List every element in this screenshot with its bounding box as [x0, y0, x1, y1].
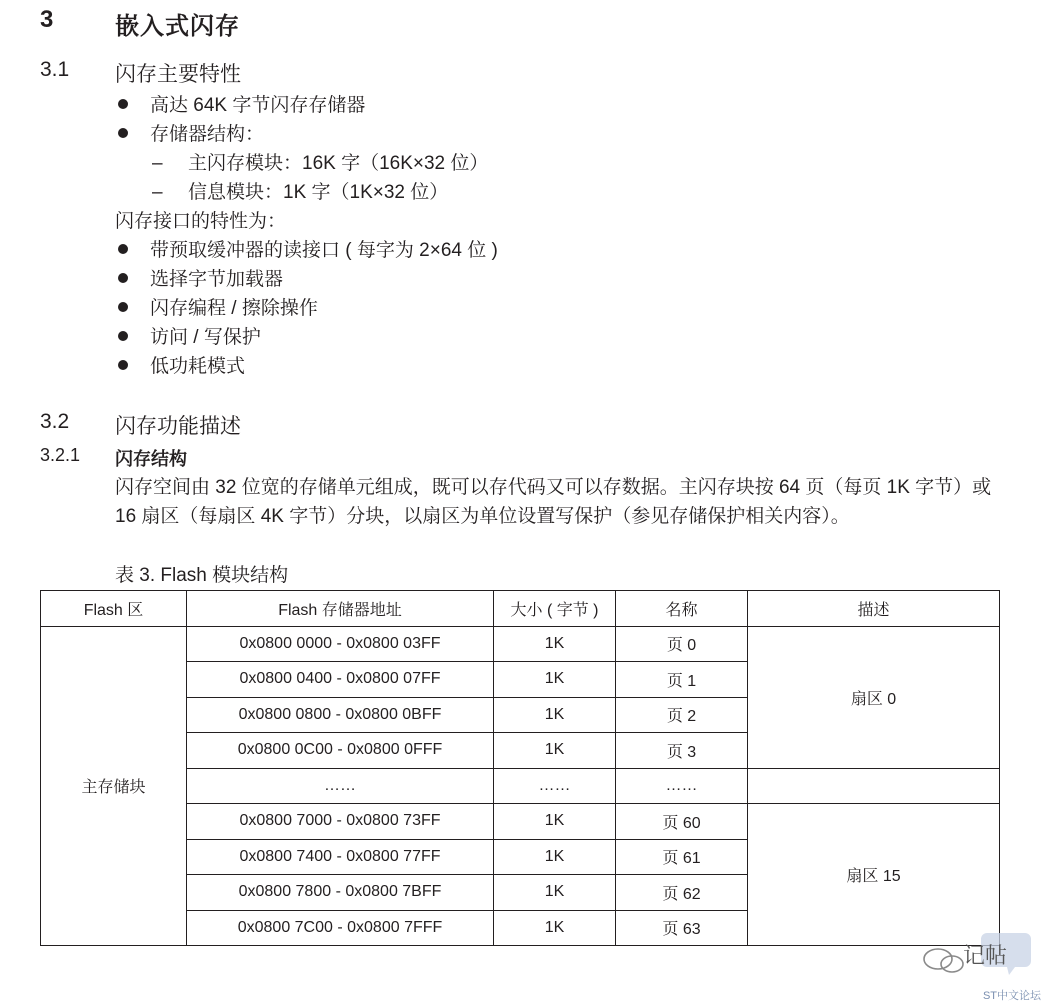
address-cell: …… — [187, 768, 494, 804]
structure-item: – 信息模块：1K 字（1K×32 位） — [152, 182, 449, 203]
address-cell: 0x0800 7C00 - 0x0800 7FFF — [187, 910, 494, 946]
page-name-cell: 页 62 — [616, 875, 748, 911]
interface-intro: 闪存接口的特性为： — [115, 211, 287, 232]
address-cell: 0x0800 0000 - 0x0800 03FF — [187, 626, 494, 662]
address-cell: 0x0800 7800 - 0x0800 7BFF — [187, 875, 494, 911]
subsubsection-number: 3.2.1 — [40, 445, 81, 465]
table-caption: 表 3. Flash 模块结构 — [115, 565, 289, 586]
subsection-title: 闪存功能描述 — [115, 415, 241, 438]
watermark-subtext: ST中文论坛 — [982, 990, 1041, 1002]
interface-bullet: 带预取缓冲器的读接口 ( 每字为 2×64 位 ) — [118, 235, 498, 262]
size-cell: 1K — [494, 662, 616, 698]
page-name-cell: 页 61 — [616, 839, 748, 875]
size-cell: 1K — [494, 875, 616, 911]
page-name-cell: 页 63 — [616, 910, 748, 946]
address-cell: 0x0800 7400 - 0x0800 77FF — [187, 839, 494, 875]
header-cell: 描述 — [748, 591, 1000, 627]
page-name-cell: 页 0 — [616, 626, 748, 662]
region-cell: 主存储块 — [41, 626, 187, 946]
flash-structure-paragraph: 闪存空间由 32 位宽的存储单元组成，既可以存代码又可以存数据。主闪存块按 64 页（每页 1K 字节）或 16 扇区（每扇区 4K 字节）分块，以扇区为单位设置写保护（参见存储保护相关内容）。 — [115, 477, 992, 527]
subsection-title: 闪存主要特性 — [115, 63, 241, 86]
subsubsection-title: 闪存结构 — [115, 449, 187, 469]
header-cell: 名称 — [616, 591, 748, 627]
feature-bullet: 高达 64K 字节闪存存储器 — [118, 90, 365, 117]
size-cell: 1K — [494, 733, 616, 769]
size-cell: …… — [494, 768, 616, 804]
table-row — [41, 626, 1000, 662]
address-cell: 0x0800 0C00 - 0x0800 0FFF — [187, 733, 494, 769]
header-cell: Flash 存储器地址 — [187, 591, 494, 627]
section-number: 3 — [40, 6, 54, 33]
interface-bullet: 闪存编程 / 擦除操作 — [118, 293, 318, 320]
sector-cell-empty — [748, 768, 1000, 804]
page-name-cell: 页 1 — [616, 662, 748, 698]
address-cell: 0x0800 0800 - 0x0800 0BFF — [187, 697, 494, 733]
sector-cell: 扇区 0 — [748, 626, 1000, 768]
header-cell: Flash 区 — [41, 591, 187, 627]
table-header-row — [41, 591, 1000, 627]
header-cell: 大小 ( 字节 ) — [494, 591, 616, 627]
page-name-cell: …… — [616, 768, 748, 804]
feature-bullet: 存储器结构： — [118, 119, 264, 146]
interface-bullet: 访问 / 写保护 — [118, 322, 261, 349]
size-cell: 1K — [494, 697, 616, 733]
size-cell: 1K — [494, 804, 616, 840]
page-name-cell: 页 3 — [616, 733, 748, 769]
address-cell: 0x0800 0400 - 0x0800 07FF — [187, 662, 494, 698]
flash-module-table — [40, 590, 1000, 946]
subsection-number: 3.2 — [40, 410, 70, 433]
section-title: 嵌入式闪存 — [115, 13, 240, 40]
watermark-text: 记帖 — [963, 943, 1008, 968]
size-cell: 1K — [494, 910, 616, 946]
size-cell: 1K — [494, 626, 616, 662]
structure-item: – 主闪存模块：16K 字（16K×32 位） — [152, 153, 489, 174]
subsection-number: 3.1 — [40, 58, 70, 81]
interface-bullet: 选择字节加载器 — [118, 264, 283, 291]
page-name-cell: 页 60 — [616, 804, 748, 840]
address-cell: 0x0800 7000 - 0x0800 73FF — [187, 804, 494, 840]
sector-cell: 扇区 15 — [748, 804, 1000, 946]
interface-bullet: 低功耗模式 — [118, 351, 245, 378]
page-name-cell: 页 2 — [616, 697, 748, 733]
size-cell: 1K — [494, 839, 616, 875]
watermark — [905, 931, 1035, 981]
